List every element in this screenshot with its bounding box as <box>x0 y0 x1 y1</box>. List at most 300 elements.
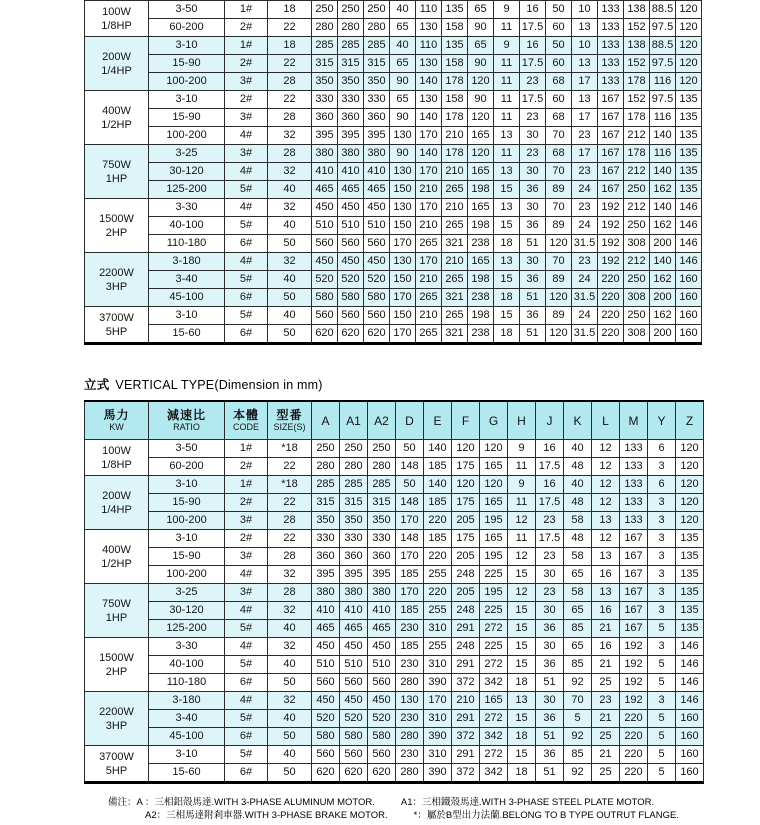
footnote-line-1 <box>108 796 760 809</box>
dim-cell: 167 <box>620 530 648 548</box>
dim-cell: 90 <box>390 145 416 163</box>
dim-cell: 192 <box>598 199 624 217</box>
dim-cell: 5 <box>648 710 676 728</box>
dim-cell: 40 <box>390 37 416 55</box>
dim-cell: 50 <box>396 476 424 494</box>
column-header: E <box>424 401 452 440</box>
table-row <box>85 440 704 458</box>
dim-cell: 24 <box>572 307 598 325</box>
dim-cell: 116 <box>650 109 676 127</box>
dim-cell: 120 <box>546 325 572 344</box>
column-header: J <box>536 401 564 440</box>
dim-cell: 120 <box>676 440 704 458</box>
dim-cell: 250 <box>624 181 650 199</box>
dim-cell: 11 <box>508 530 536 548</box>
power-cell: 200W 1/4HP <box>85 37 149 91</box>
dim-cell: 150 <box>390 181 416 199</box>
dim-cell: 130 <box>390 163 416 181</box>
dim-cell: 18 <box>494 235 520 253</box>
dim-cell: 146 <box>676 638 704 656</box>
dim-cell: 15 <box>508 566 536 584</box>
dim-cell: 133 <box>598 19 624 37</box>
dim-cell: 620 <box>338 325 364 344</box>
dim-cell: 272 <box>480 710 508 728</box>
ratio-cell: 45-100 <box>149 289 225 307</box>
dim-cell: 620 <box>340 764 368 783</box>
ratio-cell: 3-10 <box>149 746 225 764</box>
ratio-cell: 40-100 <box>149 217 225 235</box>
dim-cell: 160 <box>676 728 704 746</box>
size-cell: 28 <box>268 109 312 127</box>
dim-cell: 65 <box>390 19 416 37</box>
dim-cell: 272 <box>480 620 508 638</box>
dim-cell: 178 <box>442 109 468 127</box>
column-header: 減速比 RATIO <box>149 401 225 440</box>
footnote-a1: A1：三相鐵殼馬達.WITH 3-PHASE STEEL PLATE MOTOR. <box>400 797 655 808</box>
dim-cell: 10 <box>572 1 598 19</box>
dim-cell: 580 <box>340 728 368 746</box>
dim-cell: 210 <box>416 181 442 199</box>
dim-cell: 18 <box>508 674 536 692</box>
dim-cell: 230 <box>396 656 424 674</box>
dim-cell: 175 <box>452 458 480 476</box>
dim-cell: 450 <box>338 199 364 217</box>
dim-cell: 15 <box>508 710 536 728</box>
dim-cell: 152 <box>624 19 650 37</box>
dim-cell: 250 <box>624 217 650 235</box>
dim-cell: 250 <box>368 440 396 458</box>
code-cell: 6# <box>225 325 268 344</box>
dim-cell: 140 <box>650 163 676 181</box>
dim-cell: 130 <box>396 692 424 710</box>
dim-cell: 15 <box>508 620 536 638</box>
dim-cell: 178 <box>442 73 468 91</box>
size-cell: 50 <box>268 235 312 253</box>
dim-cell: 140 <box>424 476 452 494</box>
vertical-table-section <box>84 400 760 784</box>
size-cell: 40 <box>268 656 312 674</box>
size-cell: 32 <box>268 199 312 217</box>
dim-cell: 36 <box>520 307 546 325</box>
dim-cell: 138 <box>624 1 650 19</box>
dim-cell: 230 <box>396 710 424 728</box>
dim-cell: 70 <box>546 199 572 217</box>
dim-cell: 167 <box>598 109 624 127</box>
dim-cell: 15 <box>508 746 536 764</box>
column-header: K <box>564 401 592 440</box>
code-cell: 2# <box>225 530 268 548</box>
column-header: 型番 SIZE(S) <box>268 401 312 440</box>
dim-cell: 15 <box>494 181 520 199</box>
dim-cell: 205 <box>452 512 480 530</box>
code-cell: 2# <box>225 91 268 109</box>
dim-cell: 150 <box>390 307 416 325</box>
ratio-cell: 125-200 <box>149 620 225 638</box>
dim-cell: 342 <box>480 764 508 783</box>
dim-cell: 23 <box>520 73 546 91</box>
dim-cell: 220 <box>620 746 648 764</box>
dim-cell: 120 <box>676 494 704 512</box>
dim-cell: 120 <box>468 109 494 127</box>
dim-cell: 560 <box>368 746 396 764</box>
dim-cell: 21 <box>592 746 620 764</box>
dim-cell: 310 <box>424 746 452 764</box>
dim-cell: 560 <box>340 674 368 692</box>
ratio-cell: 100-200 <box>149 566 225 584</box>
dim-cell: 30 <box>536 638 564 656</box>
dim-cell: 198 <box>468 307 494 325</box>
dim-cell: 16 <box>592 602 620 620</box>
dim-cell: 135 <box>676 181 702 199</box>
dim-cell: 165 <box>468 199 494 217</box>
dim-cell: 360 <box>338 109 364 127</box>
dim-cell: 560 <box>340 746 368 764</box>
dim-cell: 372 <box>452 728 480 746</box>
dim-cell: 410 <box>340 602 368 620</box>
dim-cell: 395 <box>364 127 390 145</box>
dim-cell: 92 <box>564 674 592 692</box>
dim-cell: 60 <box>546 91 572 109</box>
size-cell: 40 <box>268 217 312 235</box>
dim-cell: 11 <box>494 109 520 127</box>
ratio-cell: 110-180 <box>149 674 225 692</box>
dim-cell: 13 <box>572 19 598 37</box>
dim-cell: 185 <box>396 566 424 584</box>
dim-cell: 5 <box>648 620 676 638</box>
dim-cell: 321 <box>442 325 468 344</box>
dim-cell: 135 <box>676 163 702 181</box>
code-cell: 4# <box>225 692 268 710</box>
dim-cell: 330 <box>368 530 396 548</box>
dim-cell: 120 <box>676 37 702 55</box>
dim-cell: 11 <box>494 55 520 73</box>
dim-cell: 175 <box>452 530 480 548</box>
dim-cell: 15 <box>508 602 536 620</box>
ratio-cell: 100-200 <box>149 127 225 145</box>
table-row <box>85 692 704 710</box>
dim-cell: 23 <box>536 512 564 530</box>
ratio-cell: 3-10 <box>149 37 225 55</box>
dim-cell: 360 <box>312 109 338 127</box>
dim-cell: 120 <box>452 440 480 458</box>
dim-cell: 3 <box>648 458 676 476</box>
dim-cell: 110 <box>416 37 442 55</box>
dim-cell: 23 <box>520 145 546 163</box>
size-cell: 28 <box>268 548 312 566</box>
dim-cell: 380 <box>340 584 368 602</box>
dim-cell: 510 <box>364 217 390 235</box>
dim-cell: 330 <box>364 91 390 109</box>
dim-cell: 89 <box>546 271 572 289</box>
dim-cell: 152 <box>624 55 650 73</box>
dim-cell: 178 <box>624 145 650 163</box>
dim-cell: 195 <box>480 584 508 602</box>
dim-cell: 30 <box>536 566 564 584</box>
dim-cell: 560 <box>312 307 338 325</box>
dim-cell: 120 <box>480 476 508 494</box>
dim-cell: 360 <box>340 548 368 566</box>
size-cell: 18 <box>268 37 312 55</box>
dim-cell: 90 <box>390 109 416 127</box>
dim-cell: 212 <box>624 163 650 181</box>
dim-cell: 465 <box>368 620 396 638</box>
table-row <box>85 530 704 548</box>
dim-cell: 520 <box>338 271 364 289</box>
dim-cell: 133 <box>598 37 624 55</box>
dim-cell: 160 <box>676 746 704 764</box>
dim-cell: 120 <box>676 1 702 19</box>
dim-cell: 265 <box>416 325 442 344</box>
dim-cell: 130 <box>416 55 442 73</box>
dim-cell: 315 <box>312 494 340 512</box>
dim-cell: 15 <box>508 638 536 656</box>
dim-cell: 12 <box>592 458 620 476</box>
power-cell: 400W 1/2HP <box>85 530 149 584</box>
dim-cell: 13 <box>494 199 520 217</box>
dim-cell: 510 <box>338 217 364 235</box>
dim-cell: 5 <box>648 746 676 764</box>
dim-cell: 3 <box>648 512 676 530</box>
code-cell: 4# <box>225 163 268 181</box>
dim-cell: 255 <box>424 566 452 584</box>
dim-cell: 280 <box>396 728 424 746</box>
table-row <box>85 253 702 271</box>
table-row <box>85 271 702 289</box>
dim-cell: 465 <box>338 181 364 199</box>
dim-cell: 160 <box>676 307 702 325</box>
dim-cell: 51 <box>520 289 546 307</box>
dim-cell: 380 <box>338 145 364 163</box>
size-cell: 28 <box>268 512 312 530</box>
dim-cell: 220 <box>598 325 624 344</box>
dim-cell: 148 <box>396 494 424 512</box>
dim-cell: 133 <box>620 512 648 530</box>
dim-cell: 116 <box>650 73 676 91</box>
dim-cell: 18 <box>508 728 536 746</box>
dim-cell: 450 <box>338 253 364 271</box>
dim-cell: 315 <box>368 494 396 512</box>
size-cell: 50 <box>268 764 312 783</box>
dim-cell: 390 <box>424 764 452 783</box>
dim-cell: 146 <box>676 692 704 710</box>
table-row <box>85 620 704 638</box>
dim-cell: 135 <box>442 37 468 55</box>
dim-cell: 65 <box>468 37 494 55</box>
code-cell: 5# <box>225 746 268 764</box>
code-cell: 6# <box>225 235 268 253</box>
footnote-a2: A2：三相馬達附剎車器.WITH 3-PHASE BRAKE MOTOR. <box>145 810 388 821</box>
dim-cell: 13 <box>508 692 536 710</box>
dim-cell: 308 <box>624 289 650 307</box>
power-cell: 1500W 2HP <box>85 638 149 692</box>
dim-cell: 24 <box>572 271 598 289</box>
code-cell: 5# <box>225 217 268 235</box>
dim-cell: 560 <box>338 307 364 325</box>
dim-cell: 18 <box>494 289 520 307</box>
dim-cell: 280 <box>338 19 364 37</box>
column-header: H <box>508 401 536 440</box>
size-cell: 40 <box>268 271 312 289</box>
dim-cell: 133 <box>620 458 648 476</box>
column-header: M <box>620 401 648 440</box>
dim-cell: 158 <box>442 55 468 73</box>
dim-cell: 140 <box>416 145 442 163</box>
ratio-cell: 60-200 <box>149 458 225 476</box>
size-cell: 32 <box>268 692 312 710</box>
dim-cell: 140 <box>650 199 676 217</box>
dim-cell: 12 <box>592 476 620 494</box>
dim-cell: 13 <box>572 91 598 109</box>
dim-cell: 120 <box>480 440 508 458</box>
dim-cell: 60 <box>546 55 572 73</box>
dim-cell: 9 <box>494 37 520 55</box>
dim-cell: 330 <box>312 530 340 548</box>
dim-cell: 24 <box>572 181 598 199</box>
ratio-cell: 3-180 <box>149 692 225 710</box>
code-cell: 4# <box>225 566 268 584</box>
dim-cell: 30 <box>520 253 546 271</box>
dim-cell: 36 <box>520 217 546 235</box>
dim-cell: 167 <box>598 163 624 181</box>
dim-cell: 48 <box>564 530 592 548</box>
dim-cell: 285 <box>312 476 340 494</box>
dim-cell: 205 <box>452 584 480 602</box>
dim-cell: 51 <box>520 235 546 253</box>
ratio-cell: 3-10 <box>149 476 225 494</box>
dim-cell: 360 <box>368 548 396 566</box>
ratio-cell: 3-25 <box>149 584 225 602</box>
dim-cell: 465 <box>312 620 340 638</box>
dim-cell: 70 <box>564 692 592 710</box>
dim-cell: 135 <box>676 91 702 109</box>
vertical-type-title-en: VERTICAL TYPE(Dimension in mm) <box>115 378 323 392</box>
dim-cell: 560 <box>368 674 396 692</box>
dim-cell: 130 <box>390 199 416 217</box>
dim-cell: 48 <box>564 494 592 512</box>
dim-cell: 165 <box>480 692 508 710</box>
dim-cell: 70 <box>546 127 572 145</box>
dim-cell: 185 <box>424 494 452 512</box>
dim-cell: 520 <box>312 271 338 289</box>
dim-cell: 70 <box>546 253 572 271</box>
power-cell: 100W 1/8HP <box>85 1 149 37</box>
dim-cell: 140 <box>416 73 442 91</box>
dim-cell: 167 <box>598 127 624 145</box>
dim-cell: 5 <box>648 674 676 692</box>
dim-cell: 210 <box>442 199 468 217</box>
dim-cell: 372 <box>452 764 480 783</box>
dim-cell: 12 <box>592 440 620 458</box>
dim-cell: 120 <box>676 55 702 73</box>
dim-cell: 11 <box>494 19 520 37</box>
code-cell: 4# <box>225 638 268 656</box>
dim-cell: 68 <box>546 145 572 163</box>
dim-cell: 291 <box>452 746 480 764</box>
dim-cell: 265 <box>416 289 442 307</box>
dim-cell: 51 <box>536 764 564 783</box>
table-row <box>85 710 704 728</box>
dim-cell: 620 <box>312 325 338 344</box>
dim-cell: 18 <box>508 764 536 783</box>
dim-cell: 140 <box>650 253 676 271</box>
dim-cell: 450 <box>340 692 368 710</box>
dim-cell: 148 <box>396 458 424 476</box>
power-cell: 100W 1/8HP <box>85 440 149 476</box>
dim-cell: 170 <box>416 127 442 145</box>
dim-cell: 272 <box>480 746 508 764</box>
dim-cell: 120 <box>468 73 494 91</box>
dim-cell: 380 <box>364 145 390 163</box>
dim-cell: 248 <box>452 566 480 584</box>
dim-cell: 380 <box>312 584 340 602</box>
dim-cell: 89 <box>546 181 572 199</box>
dim-cell: 23 <box>572 127 598 145</box>
size-cell: *18 <box>268 476 312 494</box>
dim-cell: 280 <box>368 458 396 476</box>
ratio-cell: 125-200 <box>149 181 225 199</box>
dim-cell: 58 <box>564 548 592 566</box>
dim-cell: 90 <box>390 73 416 91</box>
dim-cell: 520 <box>340 710 368 728</box>
dim-cell: 92 <box>564 764 592 783</box>
dim-cell: 140 <box>424 440 452 458</box>
column-header: G <box>480 401 508 440</box>
power-cell: 200W 1/4HP <box>85 476 149 530</box>
dim-cell: 36 <box>536 746 564 764</box>
dim-cell: 308 <box>624 235 650 253</box>
dim-cell: 133 <box>620 494 648 512</box>
dim-cell: 350 <box>312 73 338 91</box>
dim-cell: 450 <box>340 638 368 656</box>
dim-cell: 23 <box>536 548 564 566</box>
table-row <box>85 217 702 235</box>
dim-cell: 200 <box>650 289 676 307</box>
vertical-type-title <box>84 375 760 393</box>
code-cell: 1# <box>225 440 268 458</box>
size-cell: *18 <box>268 440 312 458</box>
dim-cell: 220 <box>424 584 452 602</box>
ratio-cell: 15-90 <box>149 494 225 512</box>
dim-cell: 170 <box>390 235 416 253</box>
dim-cell: 65 <box>390 91 416 109</box>
dim-cell: 170 <box>424 692 452 710</box>
dim-cell: 450 <box>312 199 338 217</box>
table-row <box>85 746 704 764</box>
dim-cell: 135 <box>676 620 704 638</box>
dim-cell: 178 <box>624 109 650 127</box>
code-cell: 2# <box>225 19 268 37</box>
dim-cell: 146 <box>676 656 704 674</box>
dim-cell: 350 <box>368 512 396 530</box>
dim-cell: 220 <box>620 710 648 728</box>
code-cell: 5# <box>225 271 268 289</box>
dim-cell: 90 <box>468 55 494 73</box>
dim-cell: 135 <box>442 1 468 19</box>
dim-cell: 133 <box>620 476 648 494</box>
ratio-cell: 3-50 <box>149 440 225 458</box>
code-cell: 4# <box>225 602 268 620</box>
dim-cell: 162 <box>650 307 676 325</box>
dim-cell: 200 <box>650 325 676 344</box>
dim-cell: 465 <box>364 181 390 199</box>
dim-cell: 146 <box>676 253 702 271</box>
dim-cell: 192 <box>598 217 624 235</box>
dim-cell: 130 <box>390 253 416 271</box>
dim-cell: 265 <box>442 217 468 235</box>
dim-cell: 192 <box>598 253 624 271</box>
dim-cell: 580 <box>312 728 340 746</box>
dim-cell: 30 <box>520 163 546 181</box>
